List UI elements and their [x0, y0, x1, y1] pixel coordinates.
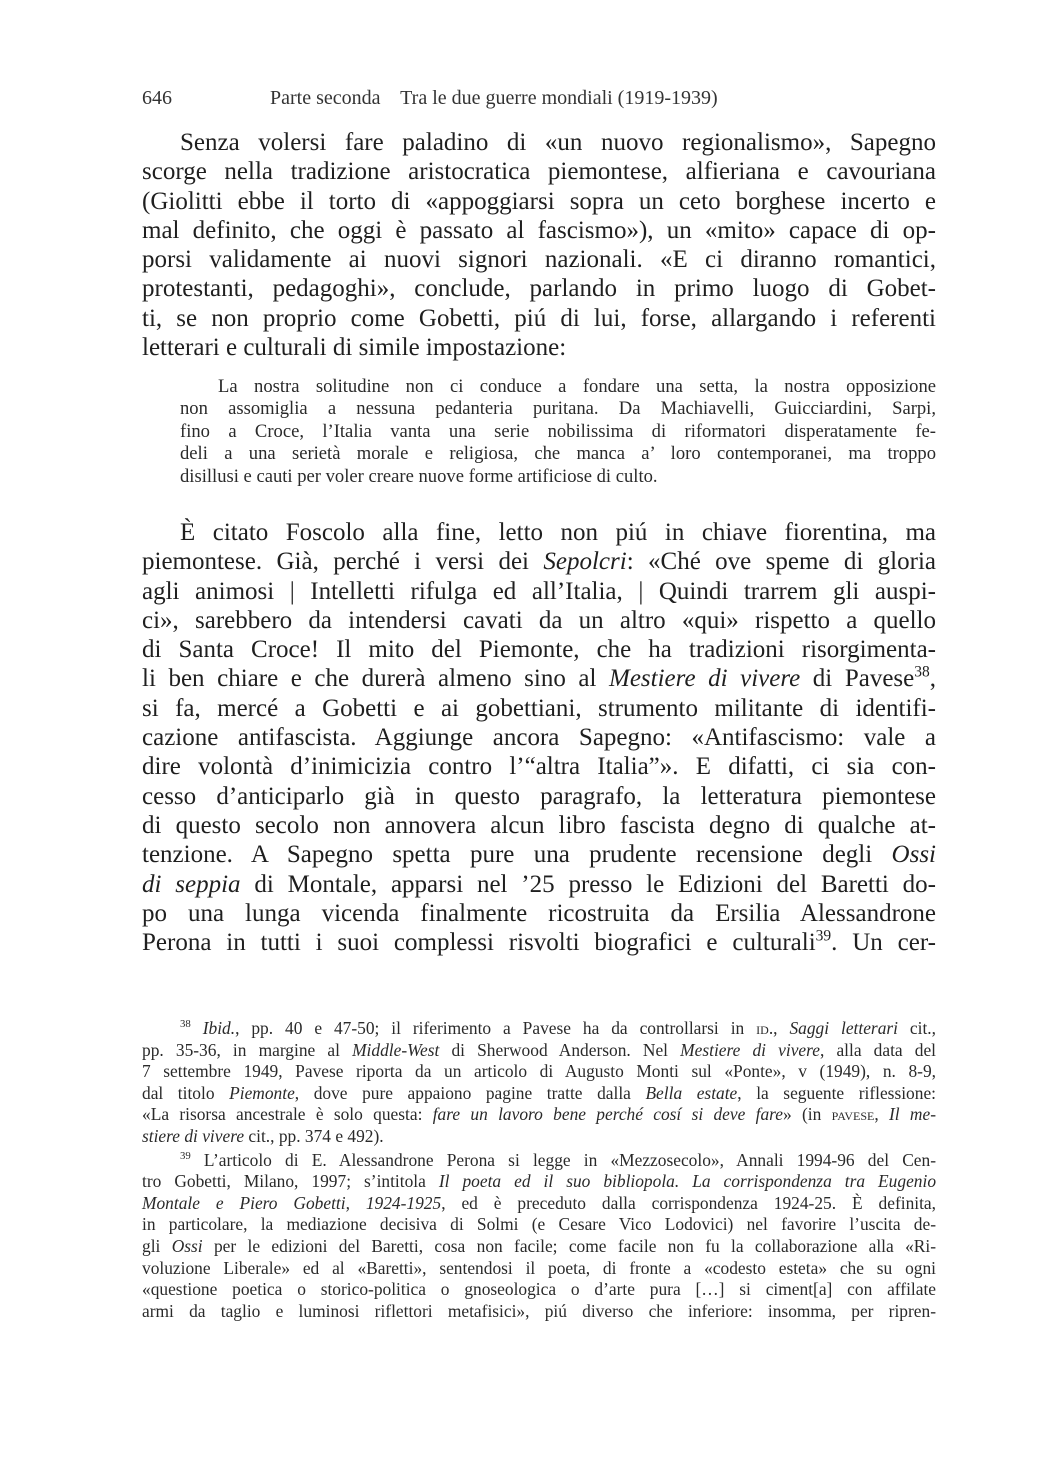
text-line: tenzione. A Sapegno spetta pure una prudente recensione degli Ossi [142, 841, 936, 869]
paragraph-2 [142, 518, 936, 957]
text-line: (Giolitti ebbe il torto di «appoggiarsi sopra un ceto borghese incerto e [142, 187, 936, 215]
text-line: letterari e culturali di simile impostazione: [142, 334, 567, 362]
work-title: di seppia [142, 870, 241, 898]
footnote-ref-38[interactable]: 38 [914, 664, 930, 682]
quote-line: non assomiglia a nessuna pedanteria puritana. Da Machiavelli, Guicciardini, Sarpi, [180, 398, 936, 420]
quote-line: fino a Croce, l’Italia vanta una serie nobilissima di riformatori disperatamente fe- [180, 420, 936, 442]
text-line: protestanti, pedagoghi», conclude, parlando in primo luogo di Gobet- [142, 275, 936, 303]
work-title: Mestiere di vivere [609, 665, 801, 693]
text-line: mal definito, che oggi è passato al fascismo»), un «mito» capace di op- [142, 216, 936, 244]
text-line: scorge nella tradizione aristocratica piemontese, alfieriana e cavouriana [142, 158, 936, 186]
footnote-line: tro Gobetti, Milano, 1997; s’intitola Il poeta ed il suo bibliopola. La corrispondenza tra Eugenio [142, 1171, 937, 1192]
text-line: agli animosi | Intelletti rifulga ed all’Italia, | Quindi trarrem gli auspi- [142, 577, 936, 605]
text-line: po una lunga vicenda finalmente ricostruita da Ersilia Alessandrone [142, 899, 936, 927]
footnote-line: dal titolo Piemonte, dove pure appaiono pagine tratte dalla Bella estate, la seguente riflessione: [142, 1082, 936, 1103]
footnotes [142, 1018, 936, 1324]
text-line: di Santa Croce! Il mito del Piemonte, che ha tradizioni risorgimenta- [142, 636, 936, 664]
quote-line: deli a una serietà morale e religiosa, che manca a’ loro contemporanei, ma troppo [180, 443, 936, 465]
footnote-line: pp. 35-36, in margine al Middle-West di Sherwood Anderson. Nel Mestiere di vivere, alla data del [142, 1039, 937, 1060]
footnote-line: «questione poetica o storico-politica o gnoseologica o d’arte pura […] si ciment[a] con affilate [142, 1279, 936, 1300]
quote-line: La nostra solitudine non ci conduce a fondare una setta, la nostra opposizione [218, 376, 936, 397]
block-quote [180, 376, 936, 488]
footnote-line: voluzione Liberale» ed al «Baretti», sentendosi il poeta, di fronte a «codesto esteta» che su ogni [142, 1257, 936, 1278]
footnote-38 [142, 1018, 936, 1148]
footnote-line: gli Ossi per le edizioni del Baretti, cosa non facile; come facile non fu la collaborazione alla «Ri- [142, 1235, 936, 1256]
text-line: ci», sarebbero da intendersi cavati da un altro «qui» rispetto a quello [142, 606, 936, 634]
text-line: porsi validamente ai nuovi signori nazionali. «E ci diranno romantici, [142, 246, 936, 274]
page-header [142, 85, 942, 111]
text-line: piemontese. Già, perché i versi dei Sepolcri: «Ché ove speme di gloria [142, 548, 936, 576]
footnote-ref-39[interactable]: 39 [815, 927, 832, 945]
footnote-line: stiere di vivere cit., pp. 374 e 492). [142, 1125, 384, 1146]
text-line: di questo secolo non annovera alcun libro fascista degno di qualche at- [142, 811, 936, 839]
text-line: ti, se non proprio come Gobetti, piú di lui, forse, allargando i referenti [142, 304, 936, 332]
text-line: Senza volersi fare paladino di «un nuovo regionalismo», Sapegno [180, 129, 936, 156]
footnote-line: armi da taglio e luminosi riflettori metafisici», piú diverso che inferiore: insomma, per ripren- [142, 1300, 936, 1321]
footnote-number: 38 [180, 1018, 191, 1031]
work-title: Sepolcri [543, 548, 627, 576]
footnote-line: $^{38}$ Ibid., pp. 40 e 47-50; il riferimento a Pavese ha da controllarsi in id., Saggi letterari cit., [180, 1018, 937, 1038]
text-line: cesso d’anticiparlo già in questo paragrafo, la letteratura piemontese [142, 782, 936, 810]
work-title: Ossi [891, 841, 936, 869]
text-line: si fa, mercé a Gobetti e ai gobettiani, strumento militante di identifi- [142, 694, 936, 722]
footnote-line: Montale e Piero Gobetti, 1924-1925, ed è preceduto dalla corrispondenza 1924-25. È definita, [142, 1192, 936, 1213]
text-line: dire volontà d’inimicizia contro l’“altra Italia”». E difatti, ci sia con- [142, 753, 936, 781]
footnote-line: «La risorsa ancestrale è solo questa: fare un lavoro bene perché cosí si deve fare» (in pavese, Il me- [142, 1104, 936, 1125]
text-line: È citato Foscolo alla fine, letto non piú in chiave fiorentina, ma [180, 519, 936, 546]
footnote-line: $^{39}$ L’articolo di E. Alessandrone Perona si legge in «Mezzosecolo», Annali 1994-96 del Cen- [180, 1149, 936, 1170]
running-head: Parte seconda Tra le due guerre mondiali (1919-1939) [270, 87, 718, 109]
footnote-39 [142, 1150, 936, 1323]
footnote-number: 39 [180, 1149, 191, 1162]
quote-line: disillusi e cauti per voler creare nuove forme artificiose di culto. [180, 465, 658, 487]
page-number: 646 [142, 87, 172, 109]
text-line: Perona in tutti i suoi complessi risvolti biografici e culturali$^{39}$. Un cer- [142, 927, 936, 957]
paragraph-1 [142, 128, 936, 362]
text-line: li ben chiare e che durerà almeno sino al Mestiere di vivere di Pavese$^{38}$, [142, 664, 936, 693]
footnote-line: in particolare, la mediazione decisiva di Solmi (e Cesare Vico Lodovici) nel favorire l’uscita de- [142, 1214, 936, 1235]
text-line: cazione antifascista. Aggiunge ancora Sapegno: «Antifascismo: vale a [142, 724, 936, 752]
footnote-line: 7 settembre 1949, Pavese riporta da un articolo di Augusto Monti sul «Ponte», v (1949), n. 8-9, [142, 1061, 936, 1082]
text-line: di seppia di Montale, apparsi nel ’25 presso le Edizioni del Baretti do- [142, 870, 937, 898]
